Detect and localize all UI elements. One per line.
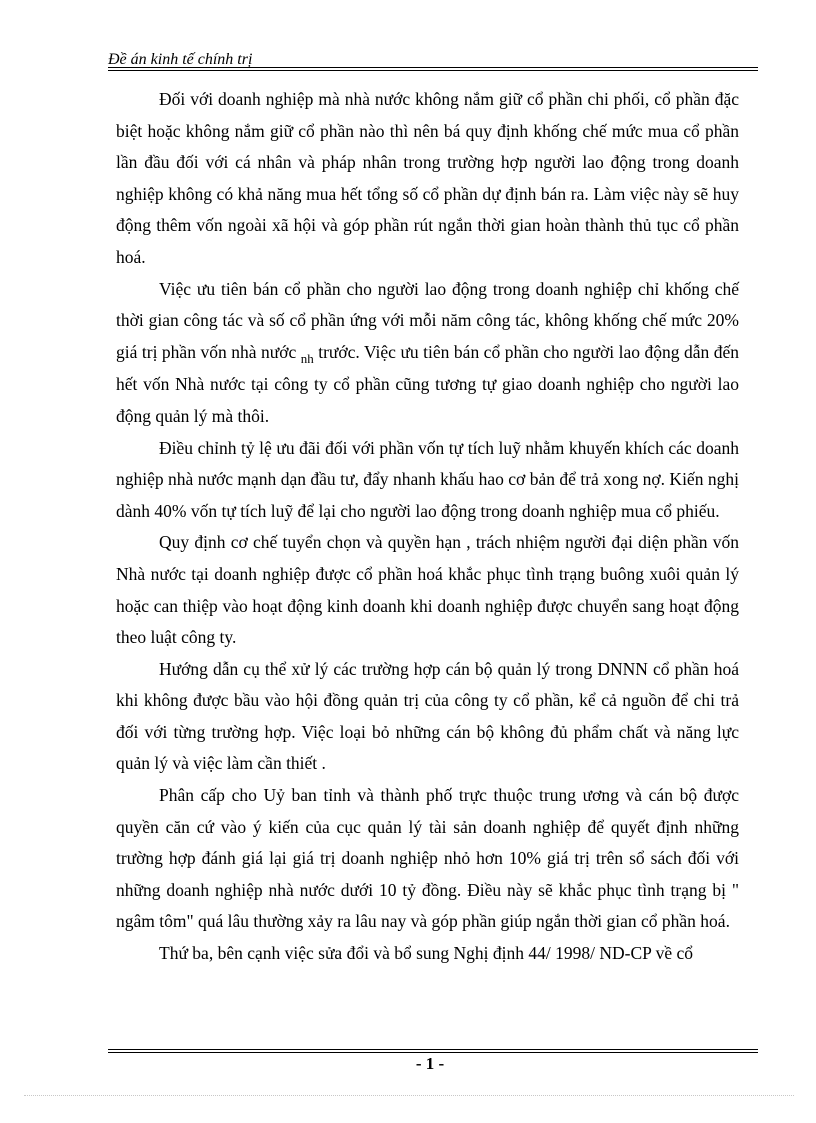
header-rule-line-top (108, 67, 758, 68)
footer-rule-line-top (108, 1049, 758, 1050)
document-body (116, 84, 739, 970)
paragraph-3: Điều chỉnh tỷ lệ ưu đãi đối với phần vốn tự tích luỹ nhằm khuyến khích các doanh nghiệp nhà nước mạnh dạn đầu tư, đẩy nhanh khấu hao cơ bản để trả xong nợ. Kiến nghị dành 40% vốn tự tích luỹ để lại cho người lao động trong doanh nghiệp mua cổ phiếu. (116, 437, 739, 521)
page-number: - 1 - (415, 1054, 445, 1073)
paragraph-6: Phân cấp cho Uỷ ban tỉnh và thành phố trực thuộc trung ương và cán bộ được quyền căn cứ vào ý kiến của cục quản lý tài sản doanh nghiệp để quyết định những trường hợp đánh giá lại giá trị doanh nghiệp nhỏ hơn 10% giá trị trên sổ sách đối với những doanh nghiệp nhà nước dưới 10 tỷ đồng. Điều này sẽ khắc phục tình trạng bị " ngâm tôm" quá lâu thường xảy ra lâu nay và góp phần giúp ngắn thời gian cổ phần hoá. (116, 785, 739, 932)
paragraph-2 (116, 274, 739, 433)
paragraph-2-text-start: Việc ưu tiên bán cổ phần cho người lao động trong doanh nghiệp chỉ khống chế thời gian công tác và số cổ phần ứng với mỗi năm công tác, không khống chế mức 20% giá trị phần vốn nhà nước (116, 278, 739, 362)
header-title: Đề án kinh tế chính trị (108, 51, 253, 68)
header-rule-line-bottom (108, 70, 758, 71)
paragraph-4: Quy định cơ chế tuyển chọn và quyền hạn , trách nhiệm người đại diện phần vốn Nhà nước tại doanh nghiệp được cổ phần hoá khắc phục tình trạng buông xuôi quản lý hoặc can thiệp vào hoạt động kinh doanh khi doanh nghiệp được chuyển sang hoạt động theo luật công ty. (116, 532, 739, 648)
paragraph-1: Đối với doanh nghiệp mà nhà nước không nắm giữ cổ phần chi phối, cổ phần đặc biệt hoặc không nắm giữ cổ phần nào thì nên bá quy định khống chế mức mua cổ phần lần đầu đối với cá nhân và pháp nhân trong trường hợp người lao động trong doanh nghiệp không có khả năng mua hết tổng số cổ phần dự định bán ra. Làm việc này sẽ huy động thêm vốn ngoài xã hội và góp phần rút ngắn thời gian hoàn thành thủ tục cổ phần hoá. (116, 89, 739, 267)
page-bottom-dotted-line (24, 1095, 794, 1096)
paragraph-5: Hướng dẫn cụ thể xử lý các trường hợp cán bộ quản lý trong DNNN cổ phần hoá khi không được bầu vào hội đồng quản trị của công ty cổ phần, kể cả nguồn để chi trả đối với từng trường hợp. Việc loại bỏ những cán bộ không đủ phẩm chất và năng lực quản lý và việc làm cần thiết . (116, 658, 739, 774)
paragraph-2-text-end: trước. Việc ưu tiên bán cổ phần cho người lao động dẫn đến hết vốn Nhà nước tại công ty cổ phần cũng tương tự giao doanh nghiệp cho người lao động quản lý mà thôi. (116, 341, 739, 426)
paragraph-2-subscript: nh (300, 350, 314, 366)
paragraph-7: Thứ ba, bên cạnh việc sửa đổi và bổ sung Nghị định 44/ 1998/ ND-CP về cổ (159, 943, 693, 964)
